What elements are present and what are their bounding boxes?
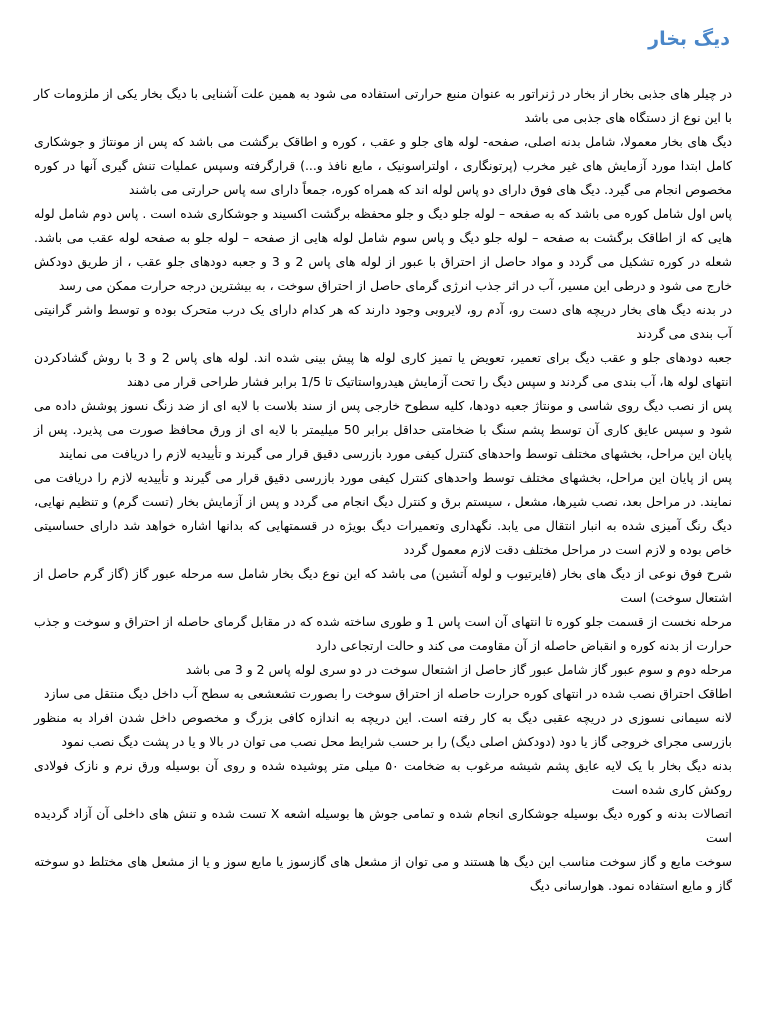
paragraph: جعبه دودهای جلو و عقب دیگ برای تعمیر، تعویض یا تمیز کاری لوله ها پیش بینی شده اند. لوله های پاس 2 و 3 با روش گشادکردن انتهای لوله ها، آب بندی می گردند و سپس دیگ را تحت آزمایش هیدرواستاتیک تا 1/5 برابر فشار طراحی قرار می دهند [34,350,732,389]
paragraph: پاس اول شامل کوره می باشد که به صفحه – لوله جلو دیگ و جلو محفظه برگشت اکسیند و جوشکاری شده است . پاس دوم شامل لوله هایی که از اطاقک برگشت به صفحه – لوله جلو دیگ و پاس سوم شامل لوله هایی از صفحه – لوله جلو به صفحه لوله عقب می باشد. شعله در کوره تشکیل می گردد و مواد حاصل از احتراق با عبور از لوله های پاس 2 و 3 و جعبه دودهای جلو عقب ، از طریق دودکش خارج می شود و درطی این مسیر، آب در اثر جذب انرژی گرمای حاصل از احتراق سوخت ، به بیشترین درجه حرارت ممکن می رسد [34,206,733,293]
paragraph: سوخت مایع و گاز سوخت مناسب این دیگ ها هستند و می توان از مشعل های گازسوز یا مایع سوز و یا از مشعل های مختلط دو سوخته گاز و مایع استفاده نمود. هوارسانی دیگ [34,854,732,893]
paragraph: پس از پایان این مراحل، بخشهای مختلف توسط واحدهای کنترل کیفی مورد بازرسی دقیق قرار می گیرند و تأییدیه لازم را دریافت می نمایند. در مراحل بعد، نصب شیرها، مشعل ، سیستم برق و کنترل دیگ انجام می گردد و پس از آزمایش بخار (تست گرم) و تنظیم نهایی، دیگ رنگ آمیزی شده به انبار انتقال می یابد. نگهداری وتعمیرات دیگ بویژه در قسمتهایی که بدانها اشاره خواهد شد دارای حساسیتی خاص بوده و لازم است در مراحل مختلف دقت لازم معمول گردد [34,470,732,557]
paragraph: لانه سیمانی نسوزی در دریچه عقبی دیگ به کار رفته است. این دریچه به اندازه کافی بزرگ و مخصوص داخل شدن افراد به منظور بازرسی مجرای خروجی گاز یا دود (دودکش اصلی دیگ) را بر حسب شرایط محل نصب می توان در بالا و یا در پشت دیگ نصب نمود [34,710,732,749]
paragraph: در بدنه دیگ های بخار دریچه های دست رو، آدم رو، لایروبی وجود دارند که هر کدام دارای یک درب متحرک بوده و توسط واشر گرانیتی آب بندی می گردند [34,302,732,341]
paragraph: دیگ های بخار معمولا، شامل بدنه اصلی، صفحه- لوله های جلو و عقب ، کوره و اطاقک برگشت می باشد که پس از مونتاژ و جوشکاری کامل ابتدا مورد آزمایش های غیر مخرب (پرتونگاری ، اولتراسونیک ، مایع نافذ و...) قرارگرفته وسپس عملیات تنش گیری آنها در کوره مخصوص انجام می گیرد. دیگ های فوق دارای دو پاس لوله اند که همراه کوره، جمعاً دارای سه پاس حرارتی می باشند [34,134,732,197]
document-body [34,82,732,898]
paragraph: در چیلر های جذبی بخار از بخار در ژنراتور به عنوان منبع حرارتی استفاده می شود به همین علت آشنایی با دیگ بخار یکی از ملزومات کار با این نوع از دستگاه های جذبی می باشد [34,86,732,125]
paragraph: پس از نصب دیگ روی شاسی و مونتاژ جعبه دودها، کلیه سطوح خارجی پس از سند بلاست با لایه ای از ضد زنگ نسوز پوشش داده می شود و سپس عایق کاری آن توسط پشم سنگ با ضخامتی حداقل برابر 50 میلیمتر با لایه ای از ورق محافظ صورت می پذیرد. پس از پایان این مراحل، بخشهای مختلف توسط واحدهای کنترل کیفی مورد بازرسی دقیق قرار می گیرند و تأییدیه لازم را دریافت می نمایند [34,398,733,461]
paragraph: اطاقک احتراق نصب شده در انتهای کوره حرارت حاصله از احتراق سوخت را بصورت تشعشعی به سطح آب داخل دیگ منتقل می سازد [43,686,732,701]
document-title: دیگ بخار [648,28,730,50]
paragraph: مرحله دوم و سوم عبور گاز شامل عبور گاز حاصل از اشتعال سوخت در دو سری لوله پاس 2 و 3 می باشد [185,662,732,677]
paragraph: مرحله نخست از قسمت جلو کوره تا انتهای آن است پاس 1 و طوری ساخته شده که در مقابل گرمای حاصله از احتراق و سوخت و جذب حرارت از بدنه کوره و انقباض حاصله از آن مقاومت می کند و حالت ارتجاعی دارد [34,614,732,653]
paragraph: بدنه دیگ بخار با یک لایه عایق پشم شیشه مرغوب به ضخامت ۵۰ میلی متر پوشیده شده و روی آن بوسیله ورق نرم و نازک فولادی روکش کاری شده است [34,758,732,797]
paragraph: شرح فوق نوعی از دیگ های بخار (فایرتیوب و لوله آتشین) می باشد که این نوع دیگ بخار شامل سه مرحله عبور گاز (گاز گرم حاصل از اشتعال سوخت) است [34,566,732,605]
paragraph: اتصالات بدنه و کوره دیگ بوسیله جوشکاری انجام شده و تمامی جوش ها بوسیله اشعه X تست شده و تنش های داخلی آن آزاد گردیده است [34,806,732,845]
